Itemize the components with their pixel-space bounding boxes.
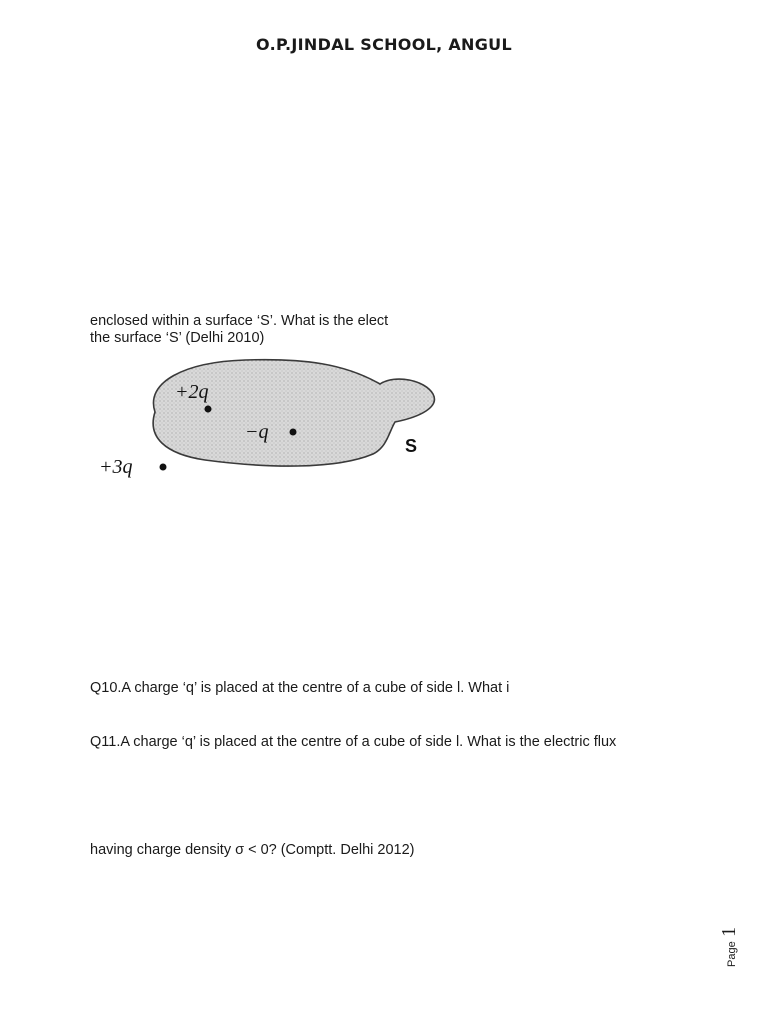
question-fragment-line1: enclosed within a surface ‘S’. What is the elect	[90, 313, 389, 329]
charge-surface-figure	[95, 352, 445, 487]
page-title: O.P.JINDAL SCHOOL, ANGUL	[256, 35, 512, 54]
charge-dot-minus-q	[290, 429, 297, 436]
charge-label-minus-q: −q	[245, 421, 269, 443]
charge-dot-plus-3q	[160, 464, 167, 471]
page-number-footer	[712, 925, 742, 975]
charge-label-plus-2q: +2q	[175, 381, 209, 403]
closed-surface-s	[153, 360, 434, 466]
question-fragment-line2: the surface ‘S’ (Delhi 2010)	[90, 330, 265, 346]
charge-dot-plus-2q	[205, 406, 212, 413]
charge-label-plus-3q: +3q	[99, 456, 133, 478]
question-fragment-charge-density: having charge density σ < 0? (Comptt. Delhi 2012)	[90, 842, 415, 858]
question-q11: Q11.A charge ‘q’ is placed at the centre of a cube of side l. What is the electric flux	[90, 734, 617, 750]
page-number: 1	[718, 926, 740, 937]
surface-label-s: S	[405, 436, 418, 456]
question-q10: Q10.A charge ‘q’ is placed at the centre of a cube of side l. What i	[90, 680, 510, 696]
page-word: Page	[726, 941, 738, 967]
